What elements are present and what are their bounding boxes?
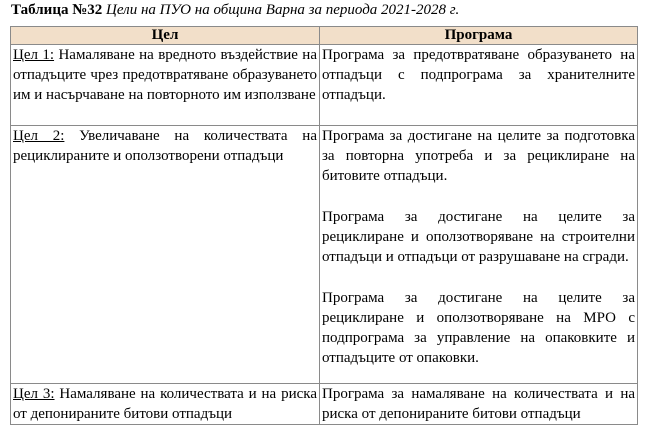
table-row — [11, 45, 638, 126]
goal-text: Намаляване на количествата и на риска от депонираните битови отпадъци — [13, 386, 317, 423]
goal-cell — [11, 45, 320, 126]
goal-cell — [11, 384, 320, 425]
goals-table — [10, 26, 638, 425]
program-cell — [320, 126, 638, 384]
column-header-program: Програма — [320, 27, 638, 45]
goal-label: Цел 2: — [13, 128, 65, 144]
table-header-row — [11, 27, 638, 45]
table-number: Таблица №32 — [11, 2, 103, 18]
column-header-goal: Цел — [11, 27, 320, 45]
goal-cell — [11, 126, 320, 384]
table-row — [11, 126, 638, 384]
program-text: Програма за достигане на целите за рециклиране и оползотворяване на строителни отпадъци и отпадъци от разрушаване на сгради. — [322, 208, 635, 266]
program-text: Програма за достигане на целите за рециклиране и оползотворяване на МРО с подпрограма за управление на опаковките и отпадъците от опаковки. — [322, 289, 635, 367]
goal-label: Цел 3: — [13, 386, 55, 402]
program-text: Програма за намаляване на количествата и на риска от депонираните битови отпадъци — [322, 386, 635, 423]
goal-text: Намаляване на вредното въздействие на отпадъците чрез предотвратяване образуването им и насърчаване на повторното им използване — [13, 47, 317, 104]
table-caption — [11, 1, 459, 19]
goal-label: Цел 1: — [13, 47, 55, 63]
table-title: Цели на ПУО на община Варна за периода 2021-2028 г. — [106, 2, 460, 18]
program-cell — [320, 45, 638, 126]
program-cell — [320, 384, 638, 425]
table-row — [11, 384, 638, 425]
program-text: Програма за достигане на целите за подготовка за повторна употреба и за рециклиране на битовите отпадъци. — [322, 128, 635, 185]
goal-text: Увеличаване на количествата на рециклираните и оползотворени отпадъци — [13, 128, 317, 165]
program-text: Програма за предотвратяване образуването на отпадъци с подпрограма за хранителните отпадъци. — [322, 47, 635, 104]
